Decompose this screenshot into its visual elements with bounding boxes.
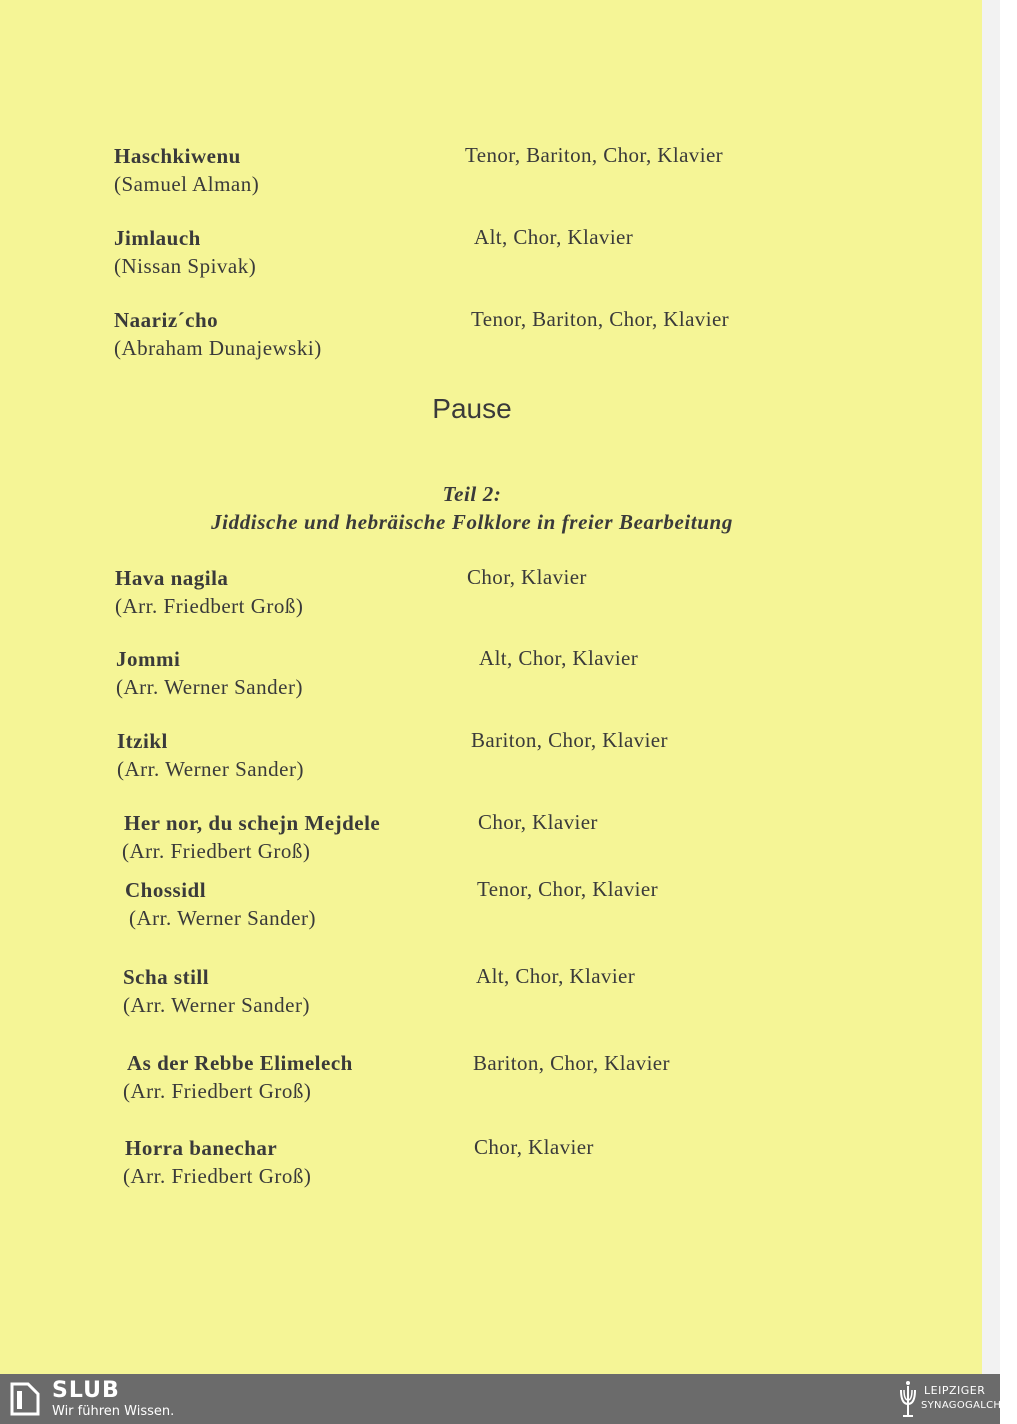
piece-title: Horra banechar <box>125 1136 278 1160</box>
piece-voices: Alt, Chor, Klavier <box>476 964 636 988</box>
piece-composer: (Arr. Friedbert Groß) <box>122 839 311 863</box>
slub-logo-icon <box>10 1382 40 1416</box>
piece-title: Itzikl <box>117 729 168 753</box>
footer-bar <box>0 1374 1017 1424</box>
scan-margin <box>982 0 1000 1374</box>
piece-composer: (Nissan Spivak) <box>114 254 257 278</box>
piece-composer: (Samuel Alman) <box>114 172 260 196</box>
piece-voices: Chor, Klavier <box>474 1135 594 1159</box>
piece-voices: Bariton, Chor, Klavier <box>471 728 668 752</box>
library-name: SLUB <box>52 1378 120 1403</box>
piece-voices: Alt, Chor, Klavier <box>474 225 634 249</box>
piece-composer: (Arr. Friedbert Groß) <box>115 594 304 618</box>
piece-composer: (Arr. Werner Sander) <box>117 757 304 781</box>
piece-voices: Tenor, Bariton, Chor, Klavier <box>465 143 724 167</box>
piece-voices: Chor, Klavier <box>478 810 598 834</box>
library-tagline: Wir führen Wissen. <box>52 1404 175 1419</box>
piece-composer: (Arr. Werner Sander) <box>129 906 316 930</box>
piece-title: Her nor, du schejn Mejdele <box>124 811 381 835</box>
section-subheading: Jiddische und hebräische Folklore in freier Bearbeitung <box>211 510 733 534</box>
piece-voices: Alt, Chor, Klavier <box>479 646 639 670</box>
piece-title: Scha still <box>123 965 210 989</box>
piece-title: Jommi <box>116 647 181 671</box>
piece-composer: (Abraham Dunajewski) <box>114 336 322 360</box>
piece-voices: Tenor, Bariton, Chor, Klavier <box>471 307 730 331</box>
piece-composer: (Arr. Friedbert Groß) <box>123 1164 312 1188</box>
menorah-icon <box>898 1378 918 1420</box>
piece-composer: (Arr. Werner Sander) <box>116 675 303 699</box>
piece-title: Jimlauch <box>114 226 201 250</box>
section-heading: Teil 2: <box>442 482 502 506</box>
piece-title: Hava nagila <box>115 566 229 590</box>
piece-composer: (Arr. Werner Sander) <box>123 993 310 1017</box>
piece-voices: Tenor, Chor, Klavier <box>477 877 658 901</box>
piece-title: Naariz´cho <box>114 308 219 332</box>
piece-composer: (Arr. Friedbert Groß) <box>123 1079 312 1103</box>
piece-voices: Bariton, Chor, Klavier <box>473 1051 670 1075</box>
partner-name-line1: LEIPZIGER <box>924 1384 986 1397</box>
piece-title: As der Rebbe Elimelech <box>127 1051 353 1075</box>
piece-voices: Chor, Klavier <box>467 565 587 589</box>
partner-name-line2: SYNAGOGALCHOR <box>921 1400 1017 1411</box>
piece-title: Chossidl <box>125 878 207 902</box>
piece-title: Haschkiwenu <box>114 144 241 168</box>
intermission-label: Pause <box>432 393 512 424</box>
